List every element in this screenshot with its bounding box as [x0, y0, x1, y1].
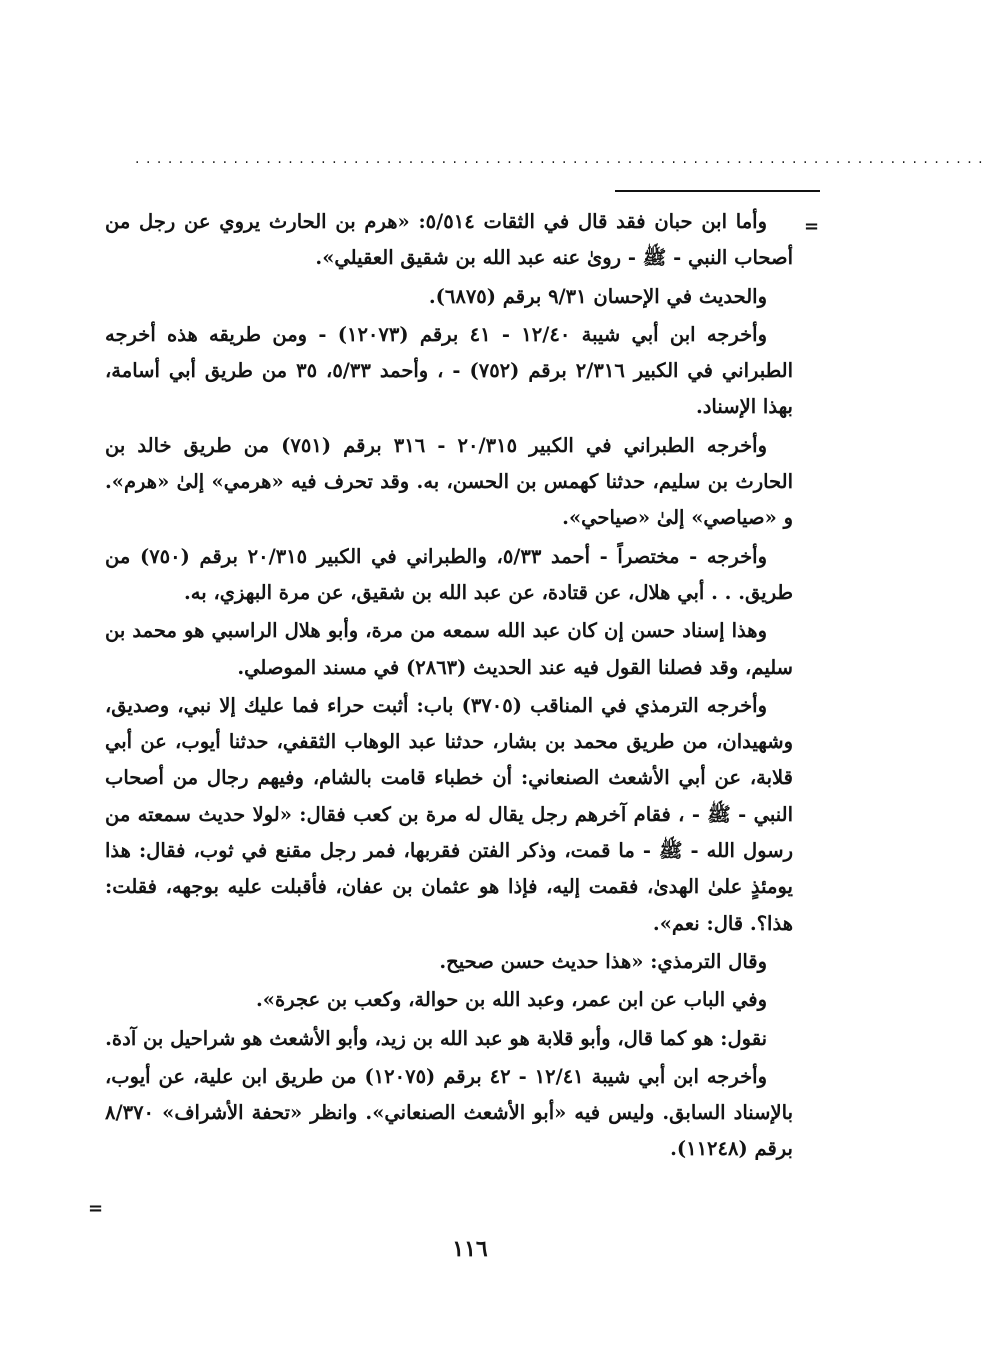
paragraph-tabarani: وأخرجه الطبراني في الكبير ٢٠/٣١٥ - ٣١٦ برقم (٧٥١) من طريق خالد بن الحارث بن سليم، حدثنا كهمس بن الحسن، به. وقد تحرف فيه «هرمي» إلىٰ «هرم». و «صياصي» إلىٰ «صياحي».: [105, 433, 793, 530]
continuation-mark-bottom: =: [88, 1198, 104, 1219]
paragraph-tirmidhi-said: وقال الترمذي: «هذا حديث حسن صحيح.: [439, 949, 767, 973]
paragraph-fi-al-bab: وفي الباب عن ابن عمر، وعبد الله بن حوالة، وكعب بن عجرة».: [256, 988, 767, 1012]
page-number: ١١٦: [452, 1236, 488, 1262]
paragraph-ihsan: والحديث في الإحسان ٩/٣١ برقم (٦٨٧٥).: [428, 284, 767, 308]
paragraph-naqul: نقول: هو كما قال، وأبو قلابة هو عبد الله بن زيد، وأبو الأشعث هو شراحيل بن آدة.: [105, 1026, 767, 1050]
paragraph-ibn-abi-shaybah-2: وأخرجه ابن أبي شيبة ١٢/٤١ - ٤٢ برقم (١٢٠٧٥) من طريق ابن علية، عن أيوب، بالإسناد السابق. وليس فيه «أبو الأشعث الصنعاني». وانظر «تحفة الأشراف» ٨/٣٧٠ برقم (١١٢٤٨).: [105, 1064, 793, 1161]
continuation-mark-top: =: [804, 216, 820, 237]
footnote-text: [105, 204, 793, 1170]
paragraph-ibn-abi-shaybah: وأخرجه ابن أبي شيبة ١٢/٤٠ - ٤١ برقم (١٢٠٧٣) - ومن طريقه هذه أخرجه الطبراني في الكبير ٢/٣١٦ برقم (٧٥٢) - ، وأحمد ٥/٣٣، ٣٥ من طريق أبي أسامة، بهذا الإسناد.: [105, 322, 794, 419]
paragraph-tirmidhi: وأخرجه الترمذي في المناقب (٣٧٠٥) باب: أثبت حراء فما عليك إلا نبي، وصديق، وشهيدان، من طريق محمد بن بشار، حدثنا عبد الوهاب الثقفي، حدثنا أيوب، عن أبي قلابة، عن أبي الأشعث الصنعاني: أن خطباء قامت بالشام، وفيهم رجال من أصحاب النبي - ﷺ - ، فقام آخرهم رجل يقال له مرة بن كعب فقال: «لولا حديث سمعته من رسول الله - ﷺ - ما قمت، وذكر الفتن فقربها، فمر رجل مقنع في ثوب، فقال: هذا يومئذٍ علىٰ الهدىٰ، فقمت إليه، فإذا هو عثمان بن عفان، فأقبلت عليه بوجهه، فقلت: هذا؟. قال: نعم».: [105, 693, 793, 935]
paragraph-ahmad-abridged: وأخرجه - مختصراً - أحمد ٥/٣٣، والطبراني في الكبير ٢٠/٣١٥ برقم (٧٥٠) من طريق. . . أبي هلال، عن قتادة، عن عبد الله بن شقيق، عن مرة البهزي، به.: [105, 544, 793, 604]
dotted-separator: ..............................................................................: [135, 151, 989, 167]
footnote-rule: [615, 190, 820, 192]
paragraph-ibn-hibban: وأما ابن حبان فقد قال في الثقات ٥/٥١٤: «هرم بن الحارث يروي عن رجل من أصحاب النبي - ﷺ - روىٰ عنه عبد الله بن شقيق العقيلي».: [105, 210, 793, 270]
paragraph-isnad-hasan: وهذا إسناد حسن إن كان عبد الله سمعه من مرة، وأبو هلال الراسبي هو محمد بن سليم، وقد فصلنا القول فيه عند الحديث (٢٨٦٣) في مسند الموصلي.: [105, 619, 793, 679]
